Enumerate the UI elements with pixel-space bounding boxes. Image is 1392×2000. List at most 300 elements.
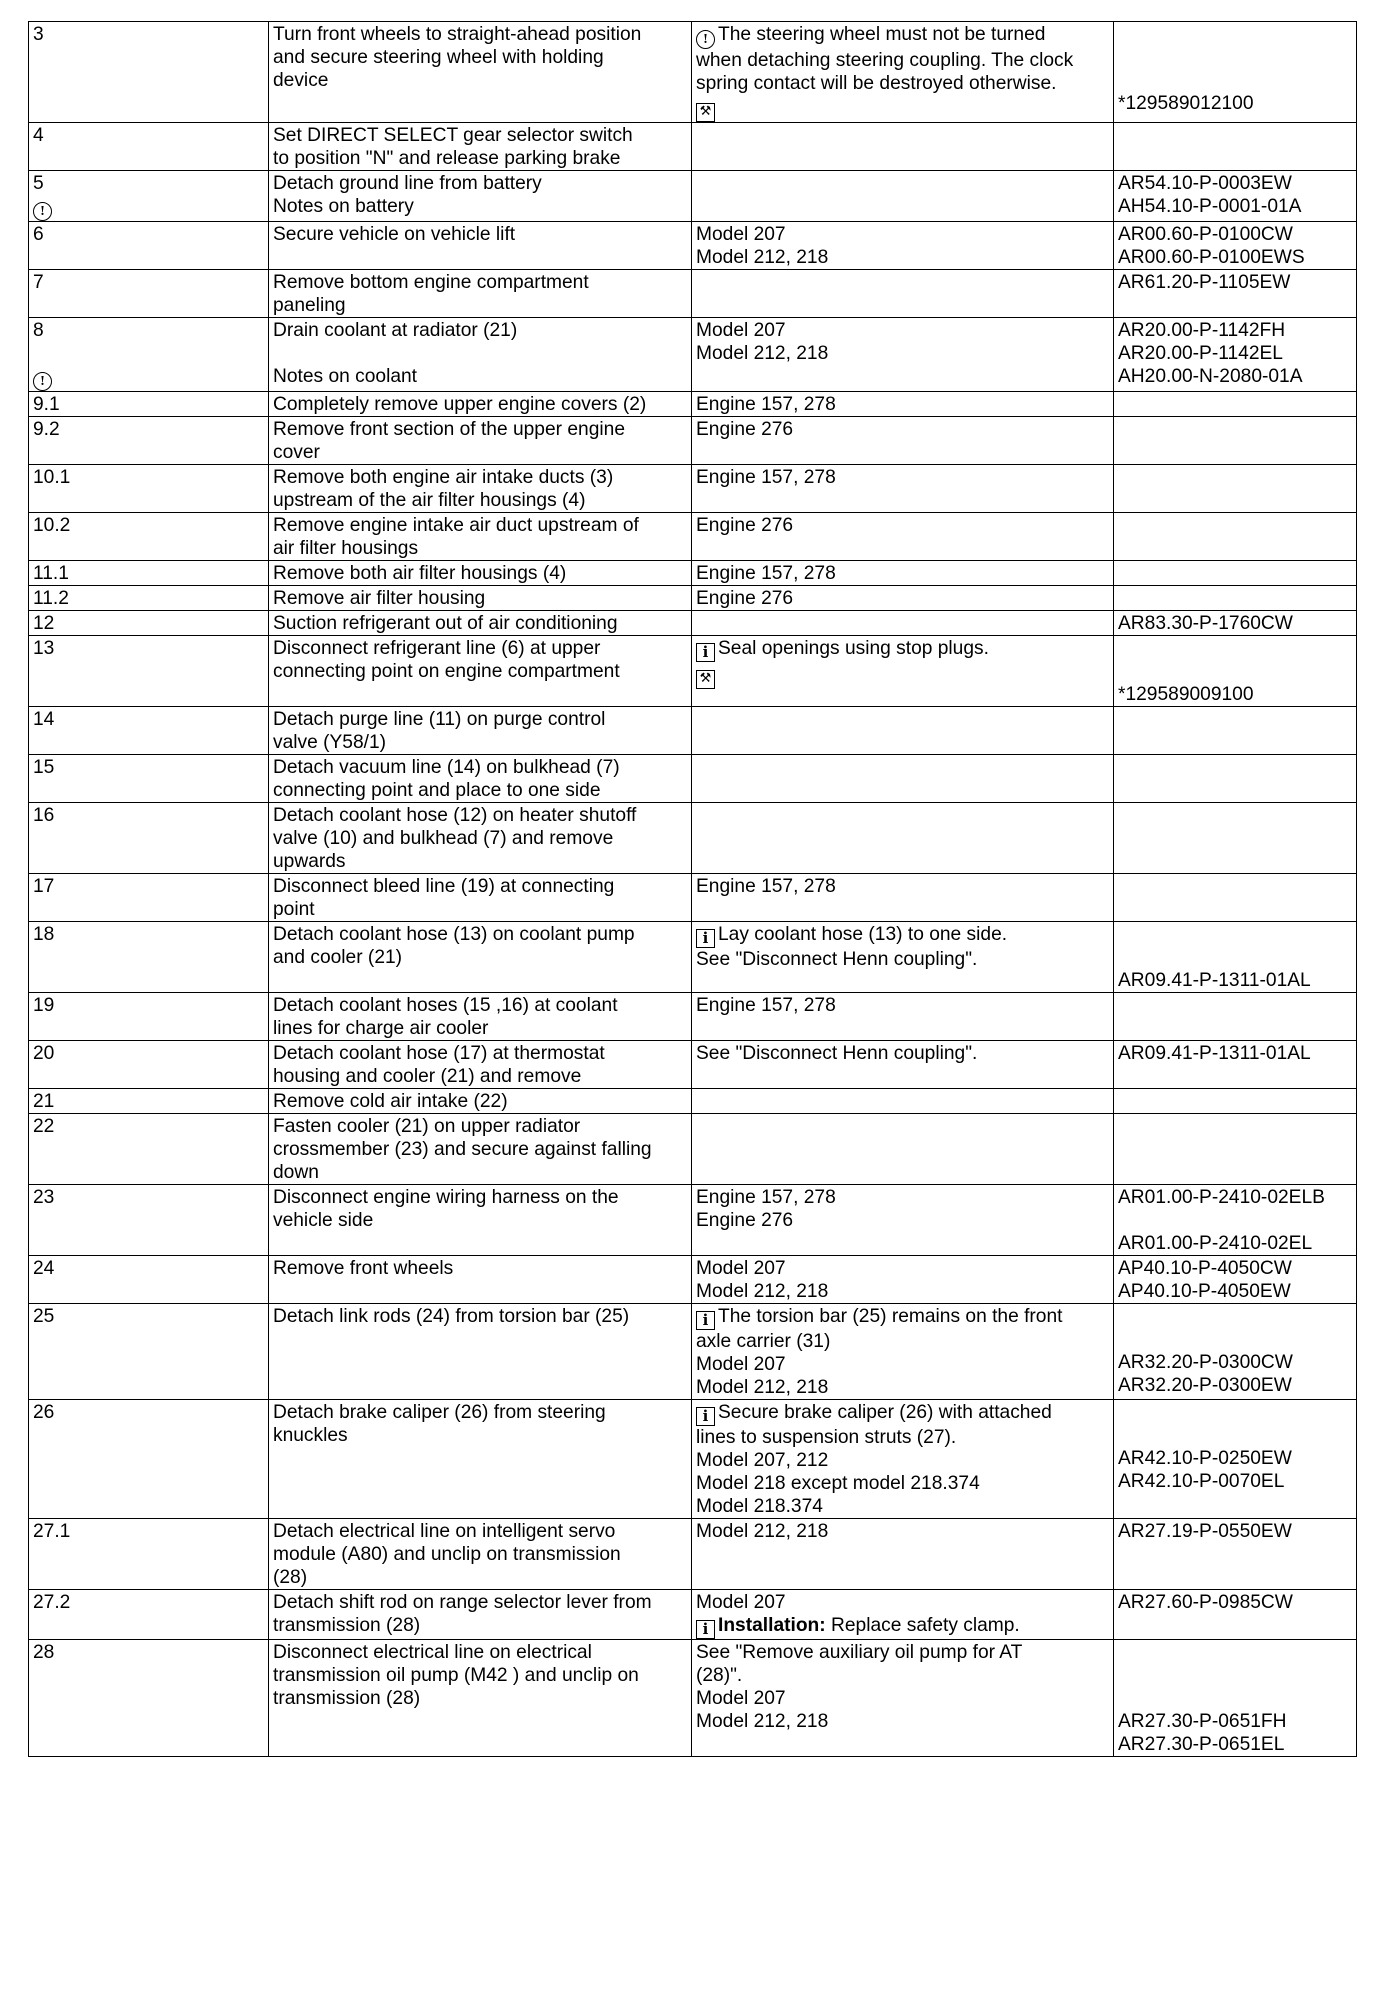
work-step-cell-line: connecting point on engine compartment [273, 661, 620, 682]
notes-cell-line [696, 246, 1109, 269]
work-step-cell-line: cover [273, 442, 320, 463]
work-step-cell-line: upstream of the air filter housings (4) [273, 490, 586, 511]
work-step-cell [269, 922, 692, 993]
notes-cell [692, 1256, 1114, 1304]
notes-cell [692, 922, 1114, 993]
notes-cell [692, 465, 1114, 513]
reference-cell-line: AR42.10-P-0250EW [1118, 1448, 1292, 1469]
work-step-cell-line: (28) [273, 1567, 308, 1588]
work-step-cell-line: air filter housings [273, 538, 419, 559]
notes-cell [692, 1640, 1114, 1757]
notes-cell-line-text: Engine 157, 278 [696, 467, 836, 488]
notes-cell-line-text: Model 207 [696, 224, 786, 245]
work-step-cell [269, 1114, 692, 1185]
reference-cell-line [1118, 23, 1352, 46]
notes-cell [692, 874, 1114, 922]
work-step-cell [269, 561, 692, 586]
notes-cell-line [696, 1449, 1109, 1472]
table-row [29, 123, 1357, 171]
step-number-cell [29, 586, 269, 611]
notes-cell-line-text: Engine 276 [696, 1210, 794, 1231]
work-step-cell [269, 417, 692, 465]
work-step-cell-line: crossmember (23) and secure against falling [273, 1139, 652, 1160]
work-step-cell-line: housing and cooler (21) and remove [273, 1066, 582, 1087]
work-step-cell [269, 1519, 692, 1590]
reference-cell-line [1118, 1328, 1352, 1351]
step-number-cell-line: 25 [33, 1306, 55, 1327]
notes-cell [692, 611, 1114, 636]
notes-cell [692, 1041, 1114, 1089]
work-step-cell-line: Secure vehicle on vehicle lift [273, 224, 516, 245]
step-number-cell [29, 171, 269, 222]
step-number-cell-line: 9.1 [33, 394, 60, 415]
notes-cell-line-text: spring contact will be destroyed otherwise. [696, 73, 1057, 94]
work-step-cell [269, 1256, 692, 1304]
notes-cell-line [696, 1042, 1109, 1065]
table-row [29, 993, 1357, 1041]
step-number-cell-line: 26 [33, 1402, 55, 1423]
work-step-cell-line: Remove cold air intake (22) [273, 1091, 508, 1112]
reference-cell-line: AR27.60-P-0985CW [1118, 1592, 1293, 1613]
notes-cell [692, 270, 1114, 318]
notes-cell [692, 1519, 1114, 1590]
step-number-cell [29, 270, 269, 318]
reference-cell [1114, 465, 1357, 513]
notes-cell-line-text: axle carrier (31) [696, 1331, 831, 1352]
table-row [29, 1304, 1357, 1400]
reference-cell-line: AR32.20-P-0300EW [1118, 1375, 1292, 1396]
work-step-cell-line: valve (10) and bulkhead (7) and remove [273, 828, 614, 849]
step-number-cell [29, 22, 269, 123]
step-number-cell-line: 28 [33, 1642, 55, 1663]
notes-cell [692, 123, 1114, 171]
notes-cell [692, 392, 1114, 417]
reference-cell-line: AP40.10-P-4050EW [1118, 1281, 1291, 1302]
reference-cell-line [1118, 660, 1352, 683]
reference-cell [1114, 586, 1357, 611]
reference-cell [1114, 22, 1357, 123]
step-number-cell [29, 513, 269, 561]
step-number-cell-line: 8 [33, 320, 44, 341]
notes-cell [692, 586, 1114, 611]
table-row [29, 318, 1357, 392]
reference-cell [1114, 513, 1357, 561]
work-step-cell [269, 1400, 692, 1519]
step-number-cell-line: 24 [33, 1258, 55, 1279]
reference-cell-line: AR20.00-P-1142FH [1118, 320, 1286, 341]
step-number-cell-line: 13 [33, 638, 55, 659]
reference-cell [1114, 171, 1357, 222]
notes-cell-line [696, 514, 1109, 537]
table-row [29, 611, 1357, 636]
notes-cell-line-text: Engine 157, 278 [696, 995, 836, 1016]
step-number-cell-line [33, 195, 264, 221]
step-number-cell-line: 4 [33, 125, 44, 146]
reference-cell-line [1118, 1664, 1352, 1687]
notes-cell-line [696, 1591, 1109, 1614]
notes-cell-line-text: Engine 157, 278 [696, 394, 836, 415]
work-step-cell-line: Detach coolant hoses (15 ,16) at coolant [273, 995, 618, 1016]
step-number-cell-line: 3 [33, 24, 44, 45]
table-row [29, 1590, 1357, 1640]
work-step-cell-line: transmission oil pump (M42 ) and unclip on [273, 1665, 639, 1686]
step-number-cell [29, 803, 269, 874]
notes-cell-line [696, 319, 1109, 342]
notes-cell-line [696, 1186, 1109, 1209]
table-row [29, 1114, 1357, 1185]
notes-cell-line-text: Model 207 [696, 320, 786, 341]
notes-cell [692, 22, 1114, 123]
notes-cell-line-text: See "Disconnect Henn coupling". [696, 949, 978, 970]
notes-cell-line-text: Model 207 [696, 1354, 786, 1375]
reference-cell-line [1118, 69, 1352, 92]
table-row [29, 803, 1357, 874]
work-step-cell [269, 1640, 692, 1757]
work-step-cell [269, 755, 692, 803]
notes-cell-line [696, 23, 1109, 49]
table-row [29, 392, 1357, 417]
notes-cell-line-emphasis: Installation: [718, 1615, 826, 1636]
table-row [29, 755, 1357, 803]
work-step-cell-line: upwards [273, 851, 346, 872]
work-step-cell [269, 636, 692, 707]
work-step-cell [269, 586, 692, 611]
reference-cell [1114, 993, 1357, 1041]
step-number-cell [29, 993, 269, 1041]
info-icon: i [696, 643, 715, 662]
reference-cell-line: AR27.30-P-0651EL [1118, 1734, 1285, 1755]
notes-cell-line [696, 72, 1109, 95]
notes-cell [692, 803, 1114, 874]
work-step-cell [269, 222, 692, 270]
step-number-cell [29, 1256, 269, 1304]
reference-cell-line: AR27.19-P-0550EW [1118, 1521, 1292, 1542]
notes-cell-line [696, 95, 1109, 122]
work-step-cell-line: module (A80) and unclip on transmission [273, 1544, 621, 1565]
notes-cell [692, 171, 1114, 222]
reference-cell [1114, 1590, 1357, 1640]
step-number-cell-line: 5 [33, 173, 44, 194]
notes-cell-line-text: Engine 276 [696, 515, 794, 536]
notes-cell-line [696, 1520, 1109, 1543]
table-row [29, 465, 1357, 513]
notes-cell-line-text: Lay coolant hose (13) to one side. [718, 924, 1008, 945]
work-step-cell-line: Remove both air filter housings (4) [273, 563, 567, 584]
step-number-cell-line [33, 342, 264, 365]
reference-cell-line [1118, 637, 1352, 660]
step-number-cell-line: 23 [33, 1187, 55, 1208]
reference-cell-line: AR00.60-P-0100EWS [1118, 247, 1305, 268]
work-step-cell [269, 1089, 692, 1114]
reference-cell-line: AR54.10-P-0003EW [1118, 173, 1292, 194]
work-step-cell-line: transmission (28) [273, 1615, 421, 1636]
work-step-cell-line: Remove front wheels [273, 1258, 454, 1279]
table-row [29, 1185, 1357, 1256]
warning-icon: ! [33, 202, 52, 221]
work-step-cell-line: Detach coolant hose (17) at thermostat [273, 1043, 605, 1064]
reference-cell [1114, 392, 1357, 417]
work-step-cell-line: Disconnect refrigerant line (6) at upper [273, 638, 601, 659]
work-step-cell [269, 1304, 692, 1400]
step-number-cell-line: 19 [33, 995, 55, 1016]
notes-cell-line [696, 1209, 1109, 1232]
step-number-cell-line: 11.1 [33, 563, 69, 584]
work-step-cell [269, 611, 692, 636]
work-step-cell-line: Detach coolant hose (13) on coolant pump [273, 924, 635, 945]
reference-cell-line: AH20.00-N-2080-01A [1118, 366, 1303, 387]
step-number-cell [29, 1089, 269, 1114]
work-step-cell [269, 707, 692, 755]
table-row [29, 1640, 1357, 1757]
reference-cell-line [1118, 946, 1352, 969]
notes-cell-line-text: Model 212, 218 [696, 1711, 829, 1732]
reference-cell-line: AH54.10-P-0001-01A [1118, 196, 1302, 217]
step-number-cell-line: 9.2 [33, 419, 60, 440]
reference-cell [1114, 1041, 1357, 1089]
reference-cell [1114, 1256, 1357, 1304]
step-number-cell [29, 318, 269, 392]
work-step-cell [269, 874, 692, 922]
work-step-cell [269, 22, 692, 123]
work-step-cell-line: lines for charge air cooler [273, 1018, 489, 1039]
reference-cell-line: AR83.30-P-1760CW [1118, 613, 1293, 634]
reference-cell [1114, 1519, 1357, 1590]
work-step-cell-line: Remove both engine air intake ducts (3) [273, 467, 614, 488]
notes-cell [692, 222, 1114, 270]
notes-cell-line-text: Model 207 [696, 1592, 786, 1613]
step-number-cell [29, 123, 269, 171]
work-step-cell-line: Remove engine intake air duct upstream of [273, 515, 639, 536]
table-row [29, 636, 1357, 707]
reference-cell-line: AR27.30-P-0651FH [1118, 1711, 1287, 1732]
work-step-cell-line: Fasten cooler (21) on upper radiator [273, 1116, 581, 1137]
work-step-cell-line: Detach shift rod on range selector lever from [273, 1592, 652, 1613]
work-step-cell-line: Turn front wheels to straight-ahead position [273, 24, 642, 45]
table-row [29, 1400, 1357, 1519]
special-tool-icon: ⚒ [696, 103, 715, 122]
notes-cell-line [696, 342, 1109, 365]
notes-cell-line [696, 562, 1109, 585]
table-row [29, 561, 1357, 586]
step-number-cell [29, 1519, 269, 1590]
reference-cell-line: AR01.00-P-2410-02EL [1118, 1233, 1313, 1254]
notes-cell-line-text: Seal openings using stop plugs. [718, 638, 989, 659]
step-number-cell-line: 10.2 [33, 515, 71, 536]
step-number-cell-line: 12 [33, 613, 55, 634]
notes-cell [692, 1400, 1114, 1519]
step-number-cell [29, 755, 269, 803]
reference-cell [1114, 1114, 1357, 1185]
notes-cell-line [696, 662, 1109, 689]
reference-cell [1114, 1185, 1357, 1256]
notes-cell-line-text: Model 212, 218 [696, 1521, 829, 1542]
info-icon: i [696, 1620, 715, 1639]
notes-cell-line-text: Model 207 [696, 1258, 786, 1279]
work-step-cell-line: Detach link rods (24) from torsion bar (25) [273, 1306, 630, 1327]
notes-cell-line [696, 418, 1109, 441]
reference-cell [1114, 417, 1357, 465]
notes-cell-line-text: (28)". [696, 1665, 743, 1686]
notes-cell-line-text: Model 218 except model 218.374 [696, 1473, 980, 1494]
step-number-cell-line: 22 [33, 1116, 55, 1137]
reference-cell-line: AR01.00-P-2410-02ELB [1118, 1187, 1325, 1208]
notes-cell-line [696, 1353, 1109, 1376]
step-number-cell-line: 21 [33, 1091, 55, 1112]
table-row [29, 513, 1357, 561]
step-number-cell [29, 561, 269, 586]
reference-cell-line: *129589009100 [1118, 684, 1254, 705]
reference-cell-line [1118, 1305, 1352, 1328]
work-step-cell-line: Remove front section of the upper engine [273, 419, 625, 440]
table-row [29, 874, 1357, 922]
notes-cell-line-text: Engine 157, 278 [696, 876, 836, 897]
step-number-cell [29, 392, 269, 417]
notes-cell [692, 1089, 1114, 1114]
notes-cell-line [696, 223, 1109, 246]
step-number-cell-line: 10.1 [33, 467, 71, 488]
notes-cell-line-text: Engine 276 [696, 419, 794, 440]
work-step-cell [269, 465, 692, 513]
step-number-cell-line: 15 [33, 757, 55, 778]
notes-cell-line [696, 1305, 1109, 1330]
notes-cell-line-text: lines to suspension struts (27). [696, 1427, 957, 1448]
reference-cell [1114, 922, 1357, 993]
table-row [29, 1519, 1357, 1590]
special-tool-icon: ⚒ [696, 670, 715, 689]
notes-cell [692, 755, 1114, 803]
notes-cell-line [696, 1330, 1109, 1353]
reference-cell-line: AR20.00-P-1142EL [1118, 343, 1283, 364]
notes-cell-line [696, 875, 1109, 898]
work-step-cell [269, 171, 692, 222]
step-number-cell [29, 1185, 269, 1256]
step-number-cell [29, 636, 269, 707]
table-row [29, 1089, 1357, 1114]
step-number-cell [29, 417, 269, 465]
reference-cell [1114, 707, 1357, 755]
notes-cell-line [696, 1710, 1109, 1733]
notes-cell-line [696, 1426, 1109, 1449]
work-step-cell-line: Notes on coolant [273, 366, 417, 387]
work-step-cell-line: Drain coolant at radiator (21) [273, 320, 518, 341]
work-step-cell-line: Remove bottom engine compartment [273, 272, 589, 293]
step-number-cell-line: 11.2 [33, 588, 69, 609]
notes-cell-line-text: See "Disconnect Henn coupling". [696, 1043, 978, 1064]
step-number-cell [29, 222, 269, 270]
reference-cell-line [1118, 1424, 1352, 1447]
warning-icon: ! [33, 372, 52, 391]
work-step-cell-line: valve (Y58/1) [273, 732, 387, 753]
reference-cell-line: AR09.41-P-1311-01AL [1118, 970, 1311, 991]
work-step-cell-line: and cooler (21) [273, 947, 403, 968]
work-step-cell [269, 1590, 692, 1640]
notes-cell-line [696, 49, 1109, 72]
work-step-cell-line: connecting point and place to one side [273, 780, 601, 801]
work-step-cell-line: point [273, 899, 315, 920]
table-row [29, 1041, 1357, 1089]
reference-cell [1114, 874, 1357, 922]
reference-cell [1114, 1089, 1357, 1114]
notes-cell [692, 561, 1114, 586]
work-step-cell [269, 318, 692, 392]
table-row [29, 222, 1357, 270]
work-step-cell-line: Detach purge line (11) on purge control [273, 709, 606, 730]
notes-cell-line [696, 466, 1109, 489]
work-step-cell-line: Detach ground line from battery [273, 173, 542, 194]
step-number-cell [29, 922, 269, 993]
reference-cell-line [1118, 1687, 1352, 1710]
notes-cell-line [696, 1495, 1109, 1518]
notes-cell-line-text: Model 212, 218 [696, 1377, 829, 1398]
notes-cell [692, 636, 1114, 707]
notes-cell-line-text: Engine 157, 278 [696, 1187, 836, 1208]
work-step-cell-line: Set DIRECT SELECT gear selector switch [273, 125, 633, 146]
step-number-cell [29, 611, 269, 636]
table-row [29, 270, 1357, 318]
reference-cell [1114, 803, 1357, 874]
reference-cell-line: AR00.60-P-0100CW [1118, 224, 1293, 245]
reference-cell-line [1118, 1209, 1352, 1232]
reference-cell [1114, 636, 1357, 707]
notes-cell-line [696, 1376, 1109, 1399]
notes-cell-line [696, 1280, 1109, 1303]
reference-cell [1114, 611, 1357, 636]
notes-cell-line-text: Model 212, 218 [696, 1281, 829, 1302]
reference-cell [1114, 561, 1357, 586]
warning-icon: ! [696, 30, 715, 49]
notes-cell-line-text: See "Remove auxiliary oil pump for AT [696, 1642, 1023, 1663]
notes-cell [692, 707, 1114, 755]
notes-cell-line [696, 1641, 1109, 1664]
notes-cell-line-text: The steering wheel must not be turned [718, 24, 1046, 45]
step-number-cell-line: 14 [33, 709, 55, 730]
step-number-cell [29, 1041, 269, 1089]
table-row [29, 922, 1357, 993]
step-number-cell-line: 16 [33, 805, 55, 826]
reference-cell [1114, 1304, 1357, 1400]
step-number-cell [29, 1304, 269, 1400]
work-step-cell-line: Disconnect bleed line (19) at connecting [273, 876, 615, 897]
notes-cell-line [696, 1257, 1109, 1280]
step-number-cell [29, 1590, 269, 1640]
work-step-cell-line: knuckles [273, 1425, 348, 1446]
work-step-cell [269, 123, 692, 171]
table-row [29, 707, 1357, 755]
table-row [29, 1256, 1357, 1304]
work-step-cell-line: Detach vacuum line (14) on bulkhead (7) [273, 757, 620, 778]
reference-cell [1114, 1640, 1357, 1757]
reference-cell [1114, 270, 1357, 318]
table-row [29, 22, 1357, 123]
notes-cell [692, 513, 1114, 561]
step-number-cell [29, 707, 269, 755]
step-number-cell-line: 18 [33, 924, 55, 945]
work-step-cell [269, 803, 692, 874]
work-step-cell-line: down [273, 1162, 319, 1183]
work-step-cell [269, 513, 692, 561]
work-step-cell-line: Remove air filter housing [273, 588, 486, 609]
work-step-cell-line: Disconnect electrical line on electrical [273, 1642, 592, 1663]
reference-cell-line: AR32.20-P-0300CW [1118, 1352, 1293, 1373]
step-number-cell-line: 27.2 [33, 1592, 71, 1613]
step-number-cell [29, 1114, 269, 1185]
notes-cell [692, 417, 1114, 465]
work-step-cell-line: to position "N" and release parking brake [273, 148, 621, 169]
notes-cell-line-text: when detaching steering coupling. The clock [696, 50, 1074, 71]
reference-cell-line: AP40.10-P-4050CW [1118, 1258, 1292, 1279]
step-number-cell [29, 465, 269, 513]
work-step-cell-line: Detach brake caliper (26) from steering [273, 1402, 606, 1423]
